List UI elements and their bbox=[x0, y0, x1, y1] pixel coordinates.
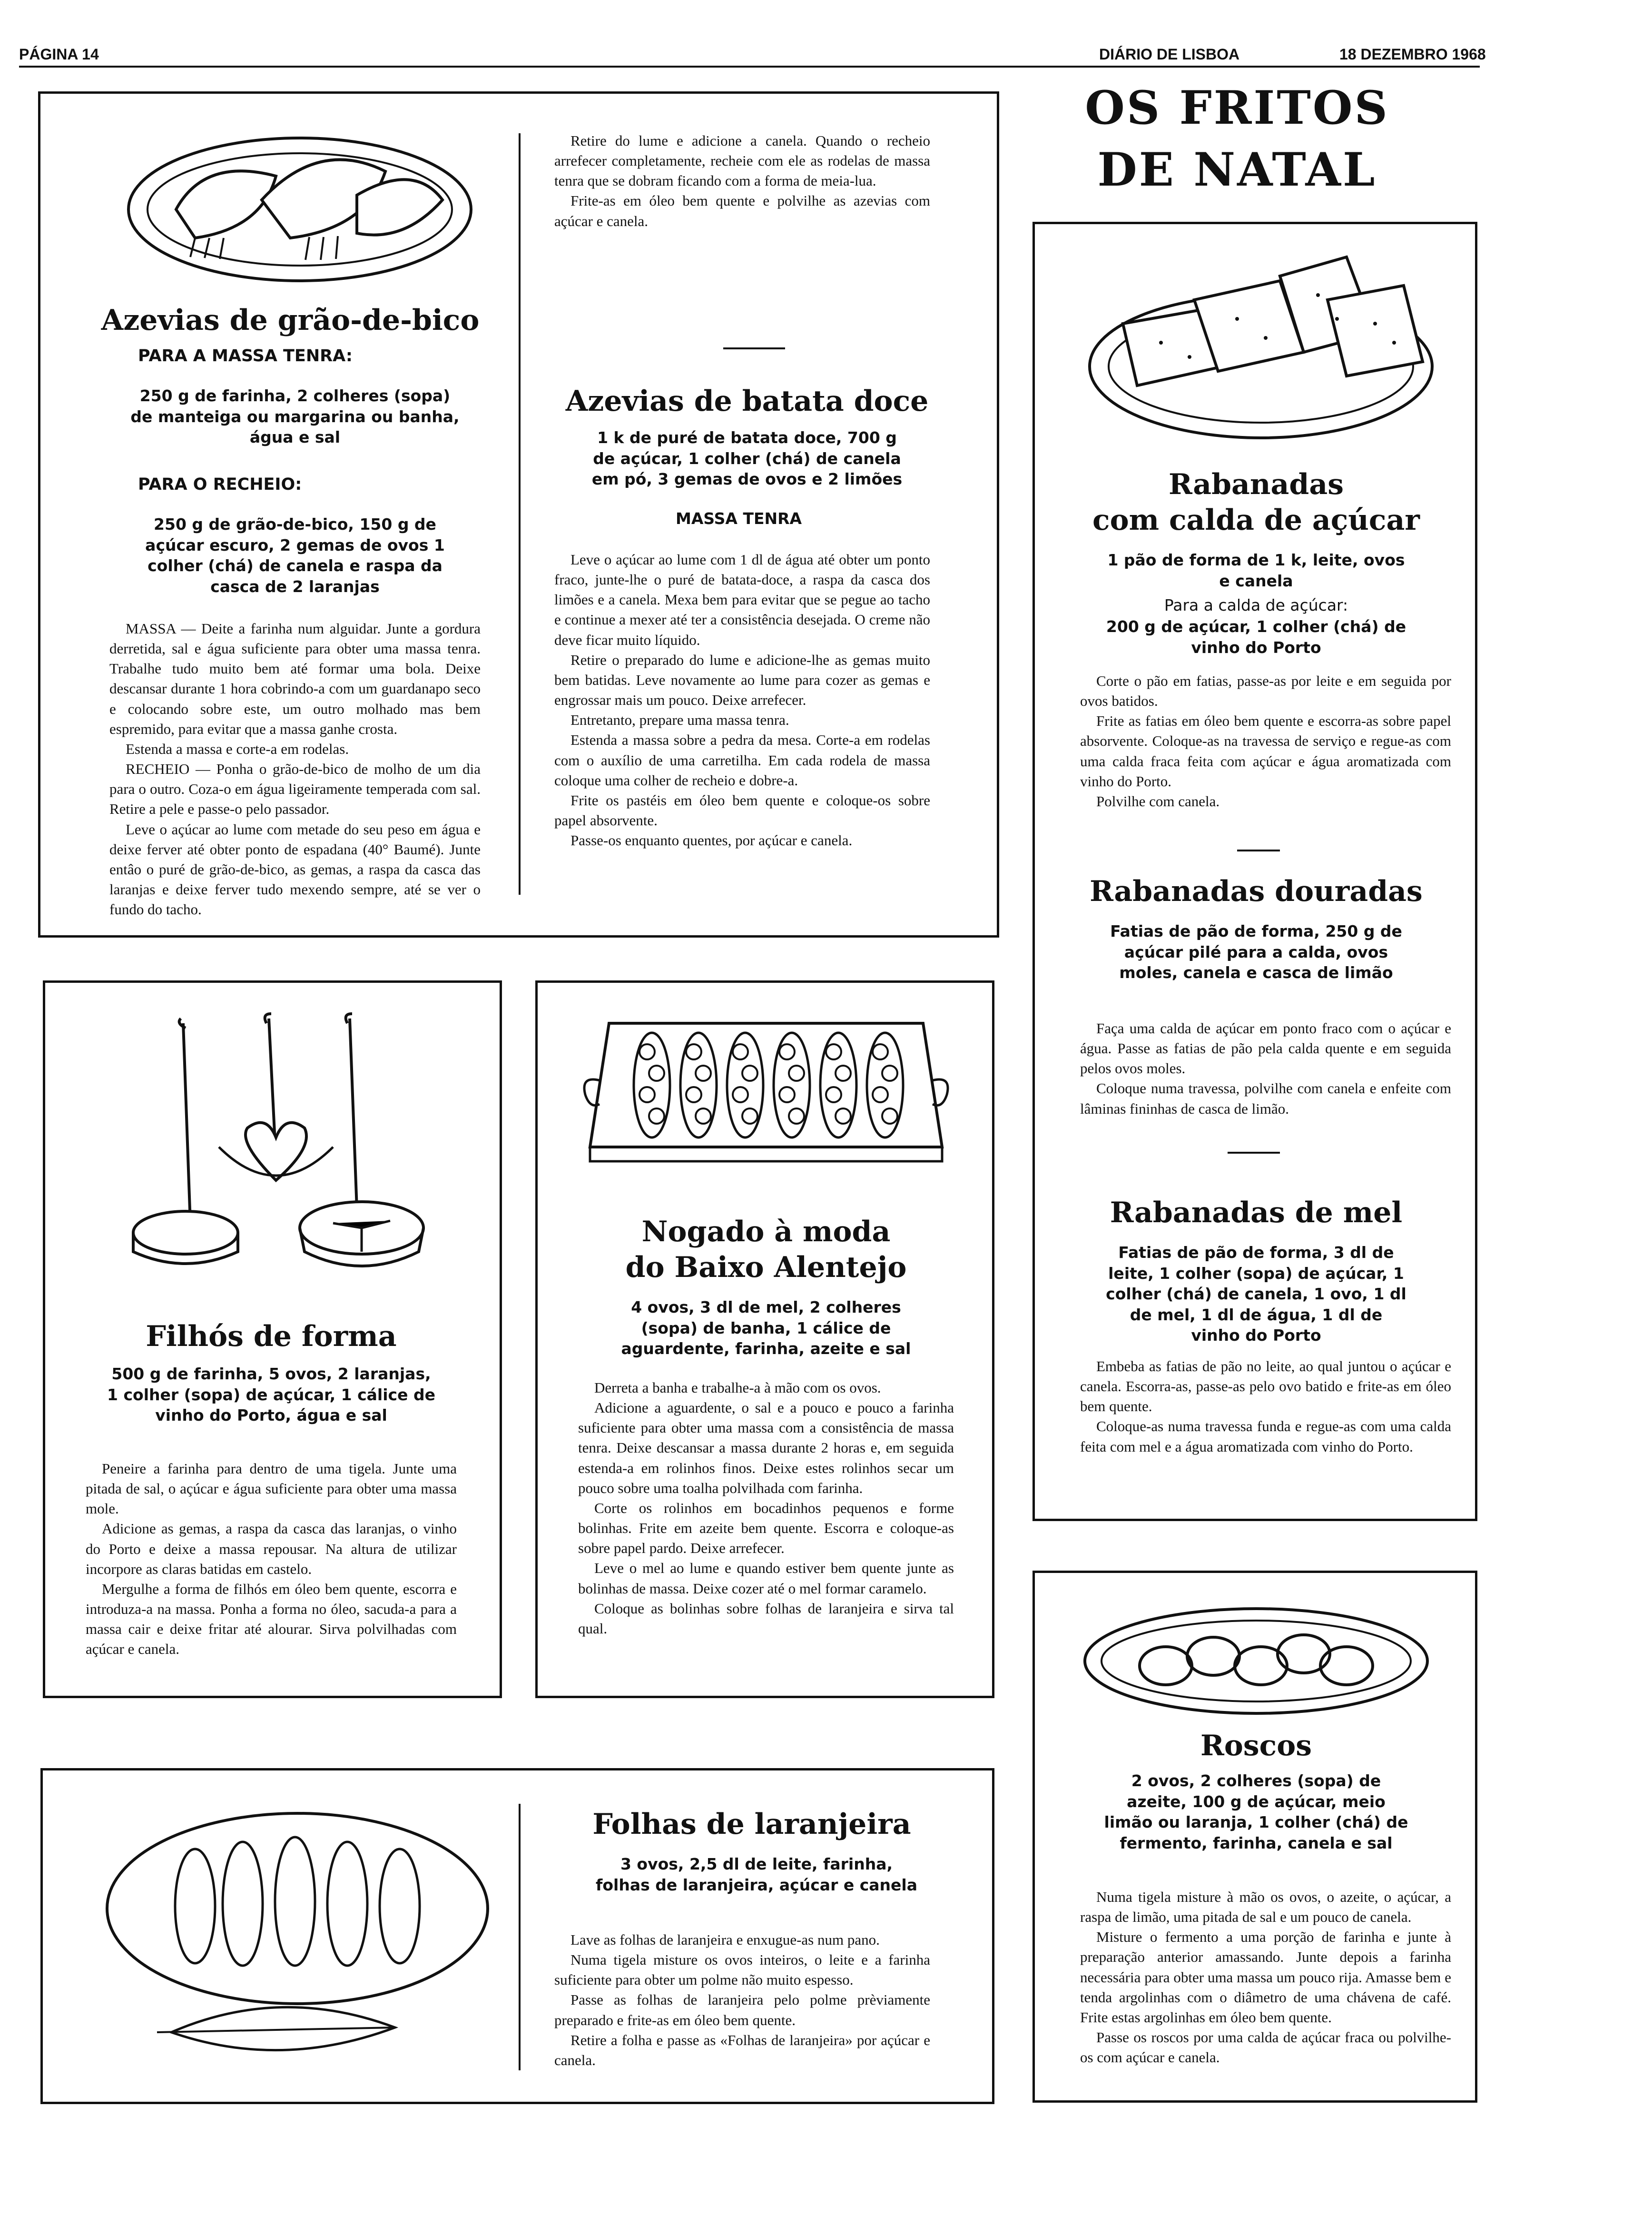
roscos-title: Roscos bbox=[1200, 1729, 1312, 1762]
rabanadas-calda-title-1: Rabanadas bbox=[1168, 468, 1344, 501]
azevias-batata-massa: MASSA TENRA bbox=[676, 509, 802, 528]
rabanadas-calda-p1: Corte o pão em fatias, passe-as por leite e em seguida por ovos batidos. bbox=[1080, 672, 1451, 710]
rabanadas-mel-ingredients: Fatias de pão de forma, 3 dl de leite, 1 colher (sopa) de açúcar, 1 colher (chá) de canela, 1 ovo, 1 dl de mel, 1 dl de água, 1 dl de vinho do Porto bbox=[1106, 1243, 1406, 1345]
roscos-plate-illustration bbox=[1075, 1590, 1437, 1732]
nogado-tray-illustration bbox=[580, 1014, 952, 1171]
rabanadas-calda-text bbox=[1080, 671, 1451, 811]
rabanadas-douradas-ingredients: Fatias de pão de forma, 250 g de açúcar pilé para a calda, ovos moles, canela e casca de limão bbox=[1110, 922, 1402, 982]
recheio-heading: PARA O RECHEIO: bbox=[138, 475, 302, 494]
rabanadas-calda-ing-2: Para a calda de açúcar: bbox=[1164, 596, 1348, 614]
azevias-batata-p6: Passe-os enquanto quentes, por açúcar e canela. bbox=[570, 832, 853, 849]
headline-line2: DE NATAL bbox=[1097, 143, 1377, 197]
azevias-grao-p4: Leve o açúcar ao lume com metade do seu peso em água e deixe ferver até obter ponto de espadana (40° Baumé). Junte entâo o puré de grão-de-bico, as gemas, a raspa da casca das laranjas e deixe ferver tudo mexendo sempre, até se ver o fundo do tacho. bbox=[109, 821, 481, 918]
azevias-batata-p1: Leve o açúcar ao lume com 1 dl de água até obter um ponto fraco, junte-lhe o puré de batata-doce, a raspa da casca dos limões e a canela. Mexa bem para evitar que se pegue ao tacho e continue a mexer até ter a consistência desejada. O creme não deve ficar muito líquido. bbox=[554, 551, 930, 648]
roscos-p2: Misture o fermento a uma porção de farinha e junte à preparação anterior amassando. Junte depois a farinha necessária para obter uma massa um pouco rija. Amasse bem e tenda argolinhas com o diâmetro de uma chávena de café. Frite estas argolinhas em óleo bem quente. bbox=[1080, 1928, 1451, 2026]
azevias-batata-p3: Entretanto, prepare uma massa tenra. bbox=[570, 712, 789, 729]
rabanadas-mel-text bbox=[1080, 1356, 1451, 1457]
azevias-grao-p3: RECHEIO — Ponha o grão-de-bico de molho de um dia para o outro. Coza-o em água ligeiramente temperada com sal. Retire a pele e passe-o pelo passador. bbox=[109, 761, 481, 818]
nogado-p1: Derreta a banha e trabalhe-a à mão com os ovos. bbox=[594, 1379, 881, 1396]
folhas-ingredients: 3 ovos, 2,5 dl de leite, farinha, folhas de laranjeira, açúcar e canela bbox=[596, 1855, 917, 1894]
filhos-ingredients: 500 g de farinha, 5 ovos, 2 laranjas, 1 colher (sopa) de açúcar, 1 cálice de vinho do Porto, água e sal bbox=[107, 1365, 435, 1425]
azevias-batata-ingredients: 1 k de puré de batata doce, 700 g de açúcar, 1 colher (chá) de canela em pó, 3 gemas de ovos e 2 limões bbox=[591, 428, 903, 489]
rabanadas-calda-ing-3: 200 g de açúcar, 1 colher (chá) de vinho do Porto bbox=[1106, 617, 1406, 657]
azevias-grao-text-cont bbox=[554, 131, 930, 231]
rabanadas-douradas-p1: Faça uma calda de açúcar em ponto fraco com o açúcar e água. Passe as fatias de pão pela calda quente e em seguida pelos ovos moles. bbox=[1080, 1020, 1451, 1077]
azevias-separator bbox=[723, 347, 785, 349]
filhos-p2: Adicione as gemas, a raspa da casca das laranjas, o vinho do Porto e deixe a massa repousar. Na altura de utilizar incorpore as claras batidas em castelo. bbox=[86, 1520, 457, 1577]
rabanadas-mel-title: Rabanadas de mel bbox=[1110, 1196, 1403, 1229]
headline-line1: OS FRITOS bbox=[1085, 81, 1389, 135]
rabanadas-calda-title-2: com calda de açúcar bbox=[1092, 504, 1420, 537]
roscos-text bbox=[1080, 1887, 1451, 2067]
azevias-batata-p2: Retire o preparado do lume e adicione-lhe as gemas muito bem batidas. Leve novamente ao lume para cozer as gemas e engrossar mais um pouco. Deixe arrefecer. bbox=[554, 651, 930, 709]
newspaper-name: DIÁRIO DE LISBOA bbox=[1099, 46, 1240, 63]
azevias-grao-p1: MASSA — Deite a farinha num alguidar. Junte a gordura derretida, sal e água suficiente para obter uma massa tenra. Trabalhe tudo muito bem até formar uma bola. Deixe descansar durante 1 hora cobrindo-a com um guardanapo seco e colocando sobre este, um outro molhado mas bem espremido, para evitar que a massa ganhe crosta. bbox=[109, 620, 481, 737]
roscos-ingredients: 2 ovos, 2 colheres (sopa) de azeite, 100 g de açúcar, meio limão ou laranja, 1 colher (chá) de fermento, farinha, canela e sal bbox=[1104, 1771, 1408, 1852]
nogado-ingredients: 4 ovos, 3 dl de mel, 2 colheres (sopa) de banha, 1 cálice de aguardente, farinha, azeite e sal bbox=[621, 1298, 911, 1358]
folhas-plate-illustration bbox=[100, 1804, 495, 2061]
rabanadas-douradas-p2: Coloque numa travessa, polvilhe com canela e enfeite com lâminas fininhas de casca de limão. bbox=[1080, 1080, 1451, 1117]
rabanadas-calda-p2: Frite as fatias em óleo bem quente e escorra-as sobre papel absorvente. Coloque-as na travessa de serviço e regue-as com uma calda fraca feita com açúcar e água aromatizada com vinho do Porto. bbox=[1080, 712, 1451, 790]
recheio-ingredients: 250 g de grão-de-bico, 150 g de açúcar escuro, 2 gemas de ovos 1 colher (chá) de canela e raspa da casca de 2 laranjas bbox=[145, 515, 445, 596]
rabanadas-separator-2 bbox=[1228, 1152, 1280, 1154]
azevias-batata-p4: Estenda a massa sobre a pedra da mesa. Corte-a em rodelas com o auxílio de uma carretilha. Em cada rodela de massa coloque uma colher de recheio e dobre-a. bbox=[554, 732, 930, 789]
nogado-p3: Corte os rolinhos em bocadinhos pequenos e forme bolinhas. Frite em azeite bem quente. Escorra e coloque-as sobre papel pardo. Deixe arrefecer. bbox=[578, 1499, 954, 1557]
rabanadas-mel-p2: Coloque-as numa travessa funda e regue-as com uma calda feita com mel e a água aromatizada com vinho do Porto. bbox=[1080, 1418, 1451, 1455]
filhos-title: Filhós de forma bbox=[146, 1320, 397, 1353]
azevias-grao-title: Azevias de grão-de-bico bbox=[101, 304, 480, 337]
nogado-title-1: Nogado à moda bbox=[641, 1215, 891, 1248]
azevias-grao-p2: Estenda a massa e corte-a em rodelas. bbox=[126, 740, 349, 757]
filhos-forms-illustration bbox=[124, 1004, 447, 1299]
azevias-column-divider bbox=[519, 133, 521, 895]
rabanadas-mel-p1: Embeba as fatias de pão no leite, ao qual juntou o açúcar e canela. Escorra-as, passe-as pelo ovo batido e frite-as em óleo bem quente. bbox=[1080, 1358, 1451, 1415]
azevias-grao-p6: Frite-as em óleo bem quente e polvilhe as azevias com açúcar e canela. bbox=[554, 192, 930, 229]
azevias-grao-p5: Retire do lume e adicione a canela. Quando o recheio arrefecer completamente, recheie com ele as rodelas de massa tenra que se dobram ficando com a forma de meia-lua. bbox=[554, 132, 930, 189]
azevias-batata-title: Azevias de batata doce bbox=[565, 385, 929, 418]
rabanadas-douradas-title: Rabanadas douradas bbox=[1090, 875, 1423, 908]
massa-tenra-heading: PARA A MASSA TENRA: bbox=[138, 346, 353, 366]
azevias-batata-p5: Frite os pastéis em óleo bem quente e coloque-os sobre papel absorvente. bbox=[554, 791, 930, 829]
azevias-grao-text bbox=[109, 619, 481, 920]
folhas-p3: Passe as folhas de laranjeira pelo polme prèviamente preparado e frite-as em óleo bem quente. bbox=[554, 1991, 930, 2028]
filhos-text bbox=[86, 1459, 457, 1660]
azevias-plate-illustration bbox=[119, 119, 481, 290]
nogado-p5: Coloque as bolinhas sobre folhas de laranjeira e sirva tal qual. bbox=[578, 1600, 954, 1637]
nogado-p4: Leve o mel ao lume e quando estiver bem quente junte as bolinhas de massa. Deixe cozer até o mel formar caramelo. bbox=[578, 1560, 954, 1597]
folhas-p4: Retire a folha e passe as «Folhas de laranjeira» por açúcar e canela. bbox=[554, 2031, 930, 2068]
filhos-p1: Peneire a farinha para dentro de uma tigela. Junte uma pitada de sal, o açúcar e água suficiente para obter uma massa mole. bbox=[86, 1460, 457, 1517]
roscos-p3: Passe os roscos por uma calda de açúcar fraca ou polvilhe-os com açúcar e canela. bbox=[1080, 2029, 1451, 2066]
rabanadas-plate-illustration bbox=[1080, 247, 1442, 447]
nogado-title-2: do Baixo Alentejo bbox=[625, 1251, 907, 1284]
azevias-batata-text bbox=[554, 550, 930, 850]
nogado-p2: Adicione a aguardente, o sal e a pouco e pouco a farinha suficiente para obter uma massa com a consistência de massa tenra. Deixe descansar a massa durante 2 horas e, em seguida estenda-a em rolinhos finos. Deixe estes rolinhos secar um pouco sobre uma toalha polvilhada com farinha. bbox=[578, 1399, 954, 1496]
massa-tenra-ingredients: 250 g de farinha, 2 colheres (sopa) de manteiga ou margarina ou banha, água e sal bbox=[130, 386, 460, 447]
nogado-text bbox=[578, 1378, 954, 1639]
filhos-p3: Mergulhe a forma de filhós em óleo bem quente, escorra e introduza-a na massa. Ponha a forma no óleo, sacuda-a para a massa cair e deixe fritar até alourar. Sirva polvilhadas com açúcar e canela. bbox=[86, 1580, 457, 1658]
folhas-p2: Numa tigela misture os ovos inteiros, o leite e a farinha suficiente para obter um polme não muito espesso. bbox=[554, 1951, 930, 1988]
page-number: PÁGINA 14 bbox=[19, 46, 99, 63]
roscos-p1: Numa tigela misture à mão os ovos, o azeite, o açúcar, a raspa de limão, uma pitada de sal e um pouco de canela. bbox=[1080, 1889, 1451, 1926]
issue-date: 18 DEZEMBRO 1968 bbox=[1339, 46, 1486, 63]
folhas-p1: Lave as folhas de laranjeira e enxugue-as num pano. bbox=[570, 1931, 880, 1948]
folhas-column-divider bbox=[519, 1804, 521, 2070]
rabanadas-calda-ing-1: 1 pão de forma de 1 k, leite, ovos e canela bbox=[1107, 551, 1405, 590]
rabanadas-calda-p3: Polvilhe com canela. bbox=[1096, 792, 1220, 810]
rabanadas-douradas-text bbox=[1080, 1019, 1451, 1119]
folhas-title: Folhas de laranjeira bbox=[592, 1808, 911, 1841]
rabanadas-separator-1 bbox=[1237, 850, 1280, 851]
folhas-text bbox=[554, 1930, 930, 2070]
header-rule bbox=[19, 66, 1480, 68]
